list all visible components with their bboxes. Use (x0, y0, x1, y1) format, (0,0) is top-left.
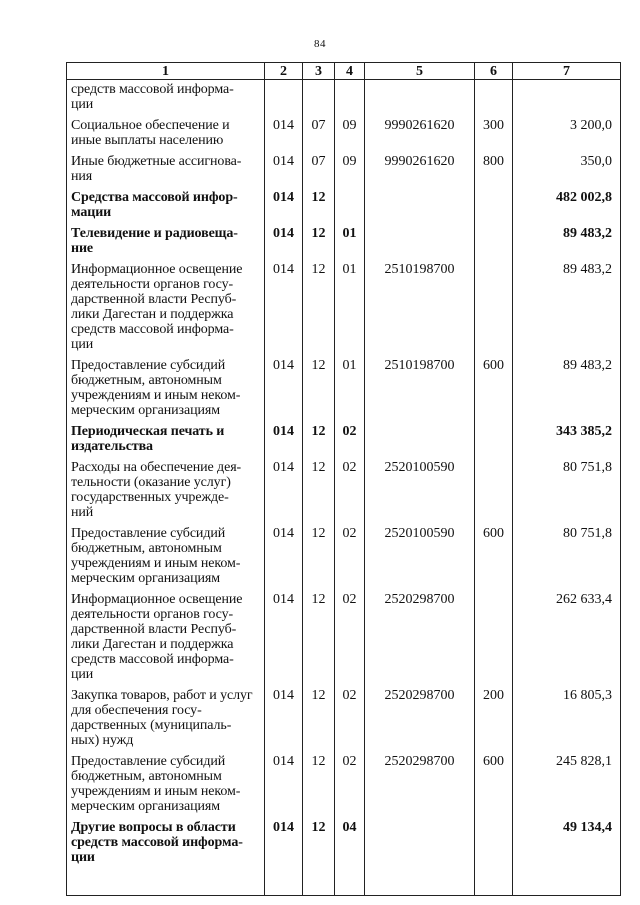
row-target-article (365, 190, 475, 226)
row-section: 12 (303, 754, 335, 820)
row-subsection: 02 (335, 526, 365, 592)
row-name: Средства массовой инфор- мации (67, 190, 265, 226)
table-row (67, 80, 621, 119)
row-subsection: 01 (335, 226, 365, 262)
row-section: 12 (303, 424, 335, 460)
row-amount: 89 483,2 (513, 262, 621, 358)
row-target-article (365, 226, 475, 262)
row-expense-type (475, 80, 513, 119)
row-gr-code: 014 (265, 592, 303, 688)
row-gr-code: 014 (265, 190, 303, 226)
row-subsection: 04 (335, 820, 365, 896)
table-row (67, 262, 621, 358)
row-subsection (335, 80, 365, 119)
row-amount: 482 002,8 (513, 190, 621, 226)
row-section: 12 (303, 526, 335, 592)
row-amount: 49 134,4 (513, 820, 621, 896)
row-amount: 16 805,3 (513, 688, 621, 754)
row-amount: 89 483,2 (513, 226, 621, 262)
row-amount: 262 633,4 (513, 592, 621, 688)
row-gr-code: 014 (265, 820, 303, 896)
row-gr-code: 014 (265, 226, 303, 262)
row-section: 12 (303, 226, 335, 262)
row-name: Телевидение и радиовеща- ние (67, 226, 265, 262)
row-target-article (365, 820, 475, 896)
table-body (67, 80, 621, 896)
row-subsection: 02 (335, 424, 365, 460)
header-col-3: 3 (303, 63, 335, 80)
row-subsection: 02 (335, 460, 365, 526)
row-gr-code: 014 (265, 262, 303, 358)
header-col-6: 6 (475, 63, 513, 80)
row-amount: 89 483,2 (513, 358, 621, 424)
row-amount: 80 751,8 (513, 526, 621, 592)
row-target-article: 2520298700 (365, 688, 475, 754)
row-gr-code: 014 (265, 424, 303, 460)
row-target-article: 2520100590 (365, 526, 475, 592)
row-target-article (365, 424, 475, 460)
row-target-article: 2510198700 (365, 262, 475, 358)
row-target-article (365, 80, 475, 119)
table-row (67, 358, 621, 424)
row-expense-type (475, 262, 513, 358)
row-expense-type: 200 (475, 688, 513, 754)
table-row (67, 118, 621, 154)
table-row (67, 592, 621, 688)
header-col-1: 1 (67, 63, 265, 80)
row-name: Иные бюджетные ассигнова- ния (67, 154, 265, 190)
row-section: 07 (303, 118, 335, 154)
row-target-article: 2510198700 (365, 358, 475, 424)
row-section (303, 80, 335, 119)
row-name: средств массовой информа- ции (67, 80, 265, 119)
row-expense-type (475, 460, 513, 526)
row-section: 12 (303, 190, 335, 226)
row-name: Расходы на обеспечение дея- тельности (оказание услуг) государственных учрежде- ний (67, 460, 265, 526)
row-name: Другие вопросы в области средств массовой информа- ции (67, 820, 265, 896)
row-amount (513, 80, 621, 119)
header-col-7: 7 (513, 63, 621, 80)
table-row (67, 154, 621, 190)
page-number: 84 (314, 38, 326, 50)
row-gr-code: 014 (265, 154, 303, 190)
row-target-article: 2520100590 (365, 460, 475, 526)
row-amount: 245 828,1 (513, 754, 621, 820)
row-name: Предоставление субсидий бюджетным, автономным учреждениям и иным неком- мерческим организациям (67, 358, 265, 424)
table-row (67, 754, 621, 820)
table-row (67, 526, 621, 592)
row-amount: 350,0 (513, 154, 621, 190)
row-amount: 343 385,2 (513, 424, 621, 460)
table-row (67, 820, 621, 896)
budget-table (66, 62, 621, 896)
row-expense-type: 600 (475, 358, 513, 424)
row-gr-code: 014 (265, 754, 303, 820)
row-expense-type (475, 592, 513, 688)
row-subsection: 02 (335, 754, 365, 820)
row-expense-type: 300 (475, 118, 513, 154)
row-section: 12 (303, 460, 335, 526)
row-subsection: 09 (335, 118, 365, 154)
row-gr-code: 014 (265, 118, 303, 154)
row-expense-type: 600 (475, 526, 513, 592)
header-col-4: 4 (335, 63, 365, 80)
row-gr-code: 014 (265, 358, 303, 424)
row-section: 12 (303, 358, 335, 424)
row-section: 12 (303, 688, 335, 754)
table-row (67, 226, 621, 262)
row-subsection (335, 190, 365, 226)
table-header-row (67, 63, 621, 80)
row-name: Информационное освещение деятельности органов госу- дарственной власти Респуб- лики Дагестан и поддержка средств массовой информа- ции (67, 262, 265, 358)
row-subsection: 09 (335, 154, 365, 190)
row-subsection: 01 (335, 262, 365, 358)
row-subsection: 02 (335, 688, 365, 754)
row-gr-code: 014 (265, 688, 303, 754)
header-col-5: 5 (365, 63, 475, 80)
table-row (67, 460, 621, 526)
row-expense-type: 600 (475, 754, 513, 820)
row-amount: 3 200,0 (513, 118, 621, 154)
row-expense-type (475, 226, 513, 262)
row-name: Предоставление субсидий бюджетным, автономным учреждениям и иным неком- мерческим организациям (67, 754, 265, 820)
row-gr-code: 014 (265, 526, 303, 592)
row-target-article: 2520298700 (365, 592, 475, 688)
row-expense-type (475, 820, 513, 896)
row-section: 12 (303, 820, 335, 896)
row-target-article: 9990261620 (365, 118, 475, 154)
row-name: Предоставление субсидий бюджетным, автономным учреждениям и иным неком- мерческим организациям (67, 526, 265, 592)
row-section: 07 (303, 154, 335, 190)
row-section: 12 (303, 592, 335, 688)
row-gr-code: 014 (265, 460, 303, 526)
row-expense-type (475, 190, 513, 226)
row-name: Информационное освещение деятельности органов госу- дарственной власти Респуб- лики Дагестан и поддержка средств массовой информа- ции (67, 592, 265, 688)
row-amount: 80 751,8 (513, 460, 621, 526)
row-gr-code (265, 80, 303, 119)
row-target-article: 2520298700 (365, 754, 475, 820)
table-row (67, 190, 621, 226)
row-name: Закупка товаров, работ и услуг для обеспечения госу- дарственных (муниципаль- ных) нужд (67, 688, 265, 754)
row-name: Социальное обеспечение и иные выплаты населению (67, 118, 265, 154)
row-target-article: 9990261620 (365, 154, 475, 190)
row-section: 12 (303, 262, 335, 358)
row-subsection: 01 (335, 358, 365, 424)
table-row (67, 424, 621, 460)
row-subsection: 02 (335, 592, 365, 688)
row-name: Периодическая печать и издательства (67, 424, 265, 460)
row-expense-type (475, 424, 513, 460)
row-expense-type: 800 (475, 154, 513, 190)
table-row (67, 688, 621, 754)
header-col-2: 2 (265, 63, 303, 80)
